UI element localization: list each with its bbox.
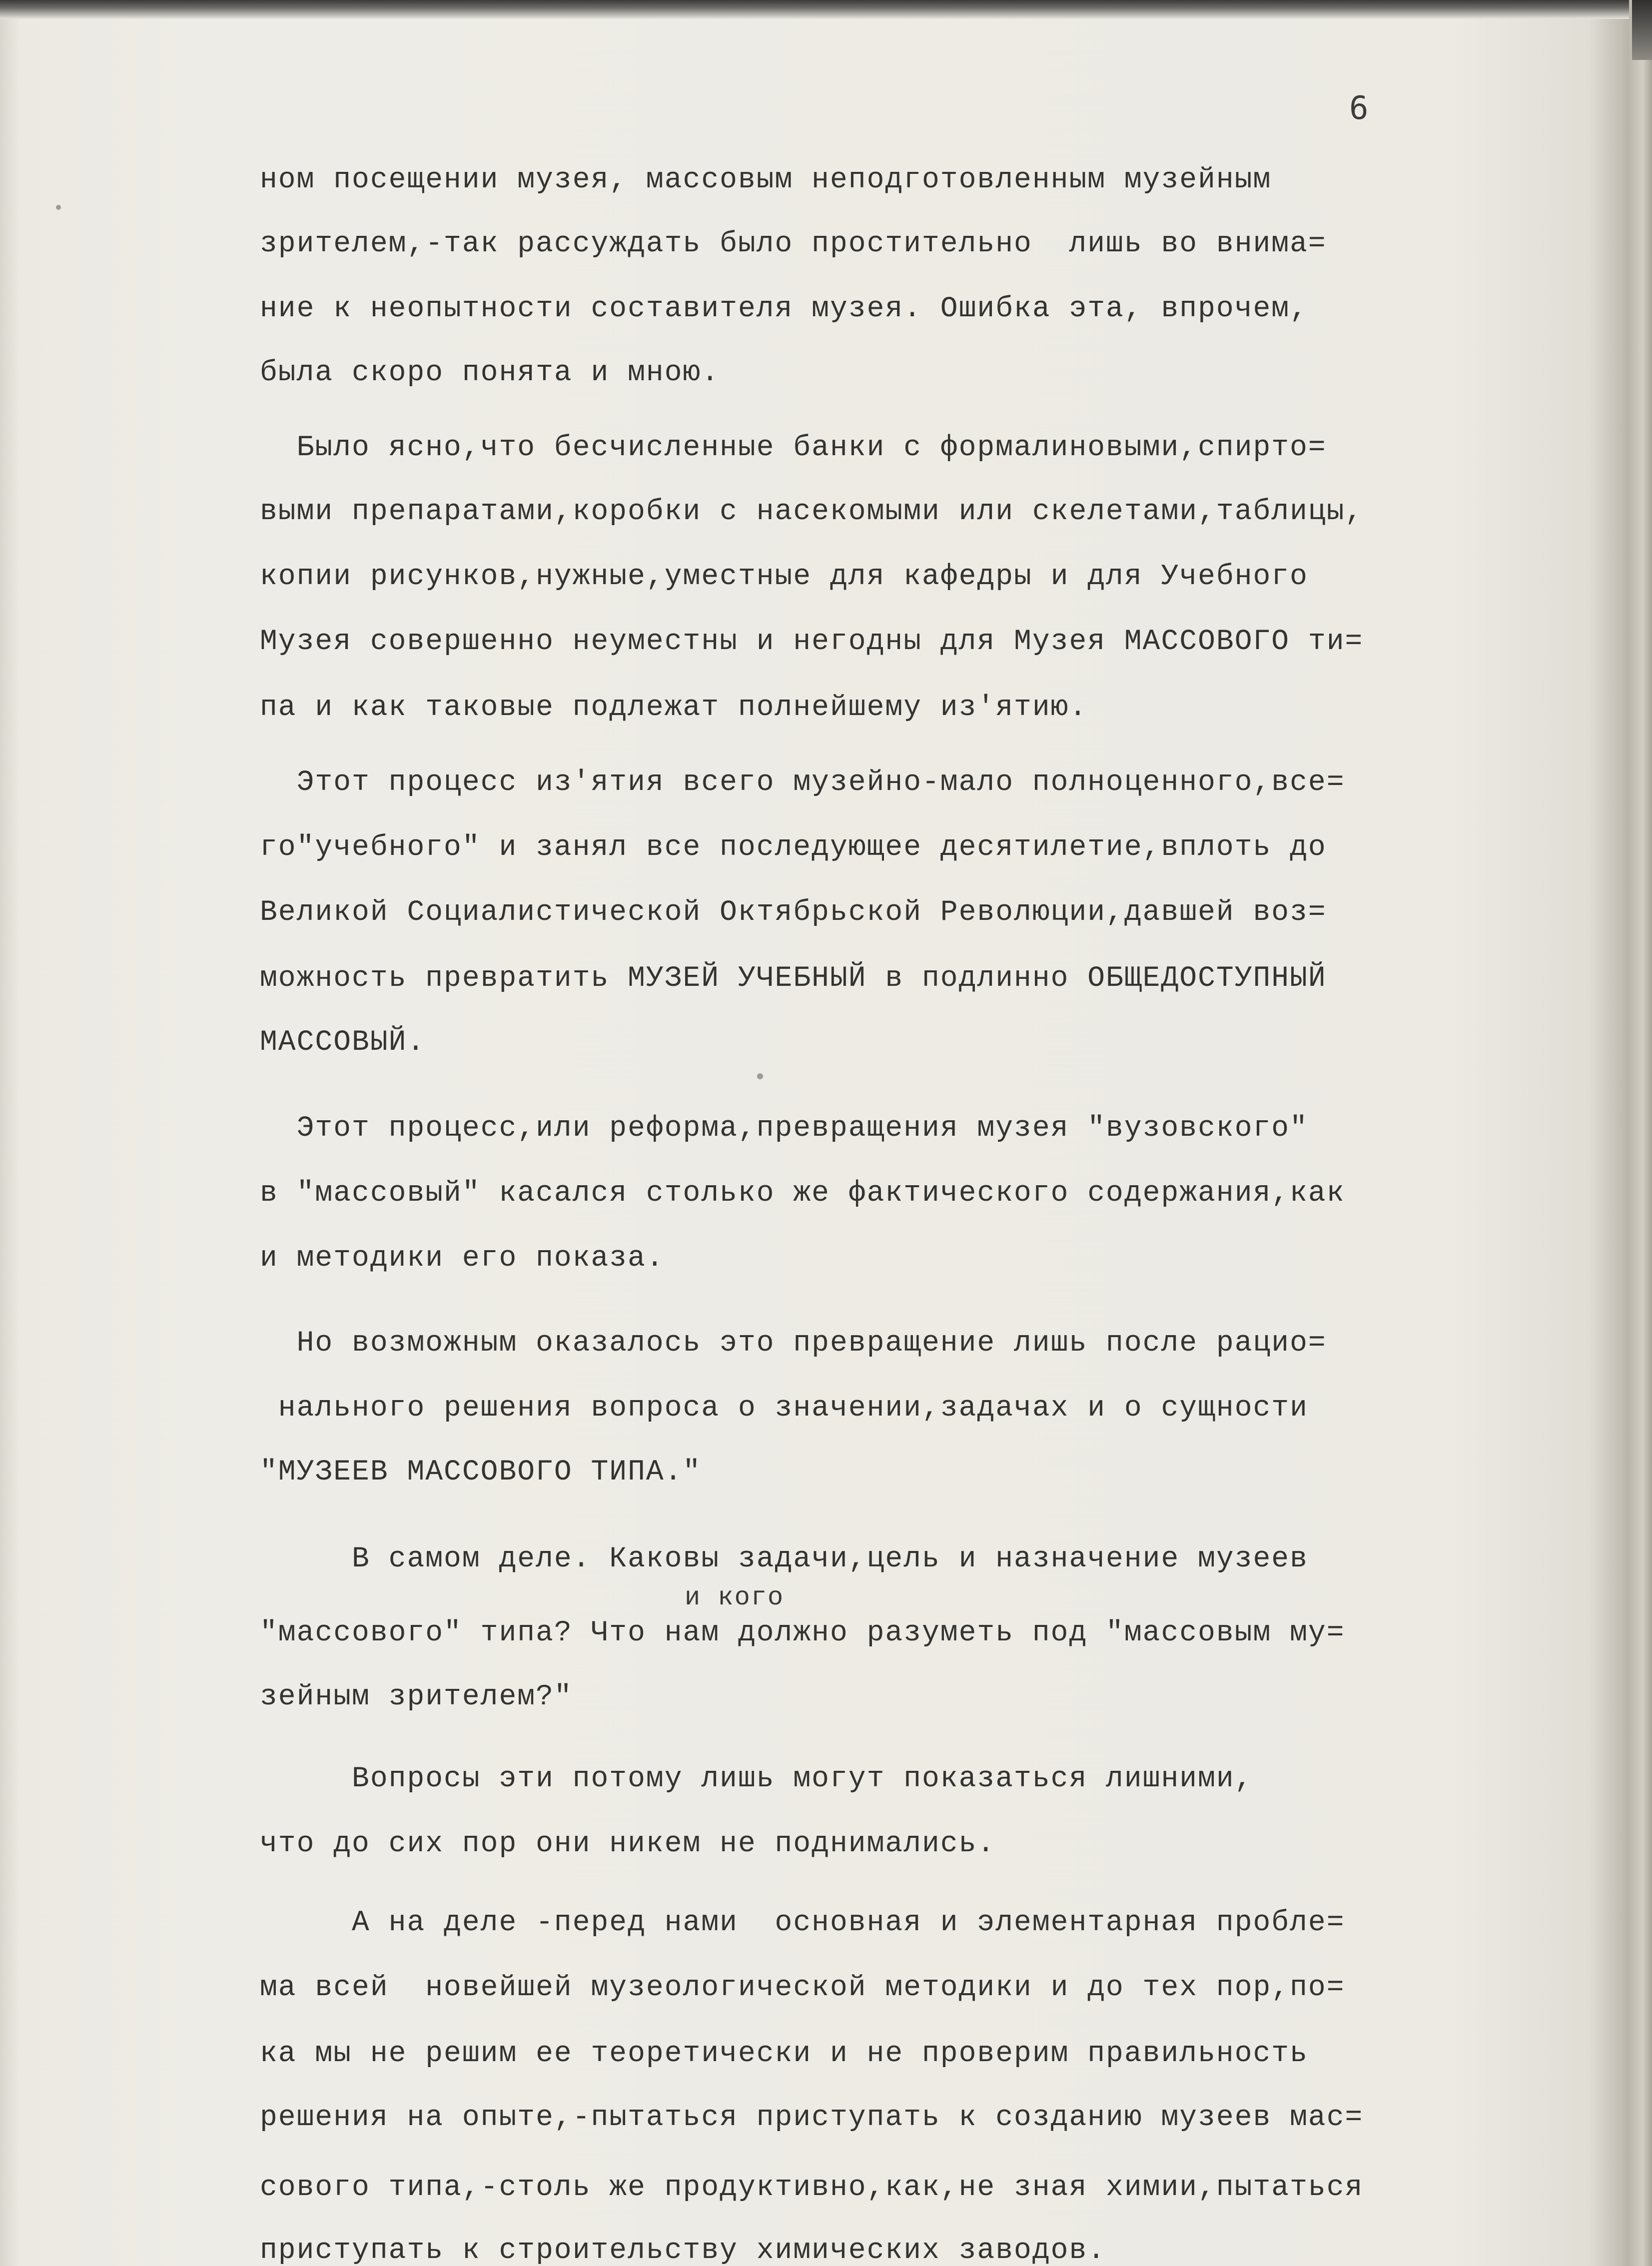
page-number: 6	[1349, 90, 1369, 127]
text-line: выми препаратами,коробки с насекомыми или скелетами,таблицы,	[260, 496, 1364, 528]
ink-speck	[56, 205, 61, 210]
text-line: приступать к строительству химических заводов.	[260, 2235, 1106, 2266]
text-line: ном посещении музея, массовым неподготовленным музейным	[260, 164, 1272, 196]
text-line: зрителем,-так рассуждать было простительно лишь во внима=	[260, 228, 1327, 260]
text-line: "массового" типа? Что нам должно разуметь под "массовым му=	[260, 1617, 1345, 1649]
text-line: копии рисунков,нужные,уместные для кафедры и для Учебного	[260, 561, 1308, 593]
scan-right-edge	[1629, 0, 1652, 2266]
text-line: Этот процесс из'ятия всего музейно-мало полноценного,все=	[260, 766, 1345, 799]
text-line: Вопросы эти потому лишь могут показаться лишними,	[260, 1763, 1253, 1795]
scan-corner-shadow	[1632, 0, 1652, 60]
text-line: го"учебного" и занял все последующее десятилетие,вплоть до	[260, 831, 1327, 864]
text-line: В самом деле. Каковы задачи,цель и назначение музеев	[260, 1543, 1308, 1575]
text-line: ка мы не решим ее теоретически и не проверим правильность	[260, 2038, 1308, 2070]
text-line: сового типа,-столь же продуктивно,как,не зная химии,пытаться	[260, 2172, 1364, 2204]
text-line: Великой Социалистической Октябрьской Революции,давшей воз=	[260, 896, 1327, 929]
text-line: Было ясно,что бесчисленные банки с формалиновыми,спирто=	[260, 432, 1327, 464]
text-line: в "массовый" касался столько же фактического содержания,как	[260, 1177, 1345, 1210]
text-line: и методики его показа.	[260, 1242, 665, 1275]
text-line: можность превратить МУЗЕЙ УЧЕБНЫЙ в подлинно ОБЩЕДОСТУПНЫЙ	[260, 962, 1327, 995]
text-line: Этот процесс,или реформа,превращения музея "вузовского"	[260, 1112, 1308, 1145]
text-line: ма всей новейшей музеологической методики и до тех пор,по=	[260, 1972, 1345, 2004]
ink-speck	[757, 1073, 763, 1079]
text-line: "МУЗЕЕВ МАССОВОГО ТИПА."	[260, 1456, 702, 1489]
scan-top-edge	[0, 0, 1652, 19]
text-line: па и как таковые подлежат полнейшему из'ятию.	[260, 692, 1088, 724]
text-line: Музея совершенно неуместны и негодны для Музея МАССОВОГО ти=	[260, 626, 1364, 658]
text-line: Но возможным оказалось это превращение лишь после рацио=	[260, 1327, 1327, 1360]
text-line: МАССОВЫЙ.	[260, 1026, 426, 1059]
text-line: А на деле -перед нами основная и элементарная пробле=	[260, 1907, 1345, 1939]
text-line: была скоро понята и мною.	[260, 357, 720, 389]
handwritten-insert: и кого	[685, 1583, 785, 1612]
text-line: ние к неопытности составителя музея. Ошибка эта, впрочем,	[260, 293, 1308, 325]
text-line: решения на опыте,-пытаться приступать к созданию музеев мас=	[260, 2102, 1364, 2134]
text-line: зейным зрителем?"	[260, 1681, 573, 1713]
text-line: что до сих пор они никем не поднимались.	[260, 1828, 996, 1860]
text-line: нального решения вопроса о значении,задачах и о сущности	[260, 1392, 1308, 1425]
